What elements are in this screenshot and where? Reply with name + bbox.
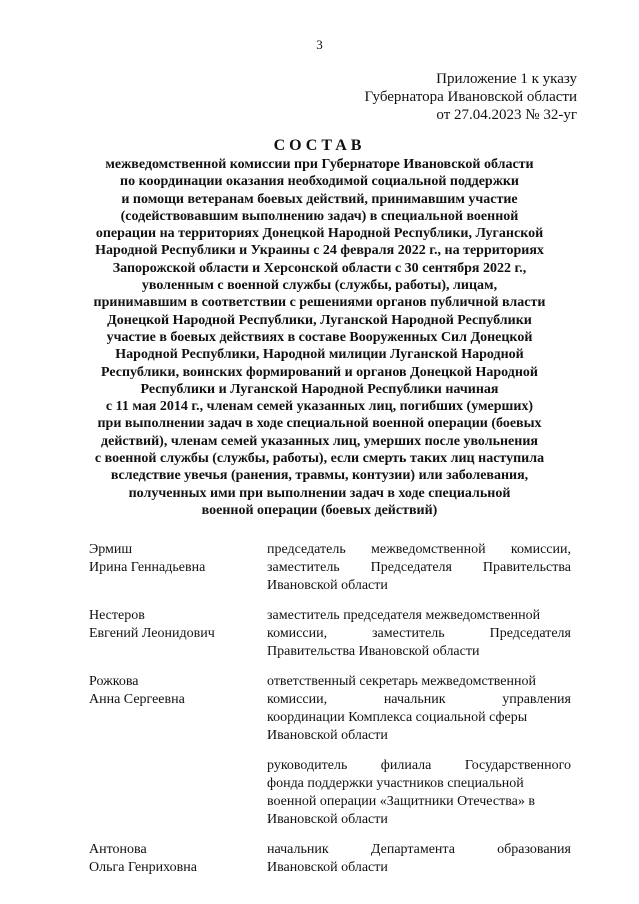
subtitle-line: Народной Республики, Народной милиции Луганской Народной	[115, 347, 524, 363]
subtitle-line: военной операции (боевых действий)	[201, 502, 438, 518]
member-entry	[89, 541, 575, 595]
role-line: координации Комплекса социальной сферы	[267, 710, 528, 725]
subtitle-line: с 11 мая 2014 г., членам семей указанных лиц, погибших (умерших)	[105, 399, 534, 415]
subtitle-line: участие в боевых действиях в составе Вооруженных Сил Донецкой	[106, 329, 533, 345]
role-word: Председателя	[489, 626, 571, 641]
subtitle-line: полученных ими при выполнении задач в ходе специальной	[128, 485, 511, 501]
member-surname: Антонова	[89, 842, 147, 857]
appendix-line: от 27.04.2023 № 32-уг	[436, 107, 577, 123]
role-line	[267, 559, 571, 577]
subtitle-line: и помощи ветеранам боевых действий, принимавшим участие	[121, 191, 518, 207]
role-line: Ивановской области	[267, 578, 388, 593]
role-word: начальник	[383, 692, 446, 707]
role-word: Председателя	[370, 560, 452, 575]
role-word: Государственного	[464, 758, 571, 773]
subtitle-line: межведомственной комиссии при Губернаторе Ивановской области	[105, 157, 534, 172]
member-name	[89, 607, 267, 661]
role-word: управления	[502, 692, 571, 707]
document-subtitle	[0, 156, 639, 519]
role-word: Департамента	[370, 842, 455, 857]
role-line	[267, 541, 571, 559]
role-word: заместитель	[371, 626, 445, 641]
role-word: комиссии,	[267, 626, 328, 641]
member-given-names: Ирина Геннадьевна	[89, 560, 206, 575]
member-given-names: Анна Сергеевна	[89, 692, 185, 707]
role-word: заместитель	[267, 560, 340, 575]
subtitle-line: при выполнении задач в ходе специальной военной операции (боевых	[97, 416, 542, 432]
subtitle-line: принимавшим в соответствии с решениями органов публичной власти	[93, 295, 546, 311]
member-name	[89, 541, 267, 595]
member-name	[89, 673, 267, 745]
appendix-line: Приложение 1 к указу	[436, 71, 577, 87]
subtitle-line: Народной Республики и Украины с 24 февраля 2022 г., на территориях	[95, 243, 544, 259]
subtitle-line: уволенным с военной службы (службы, работы), лицам,	[141, 278, 498, 294]
role-line	[267, 691, 571, 709]
member-role	[267, 757, 571, 829]
role-line: заместитель председателя межведомственной	[267, 608, 541, 623]
member-surname: Эрмиш	[89, 542, 133, 557]
subtitle-line: Республики и Луганской Народной Республики начиная	[140, 381, 499, 397]
member-name	[89, 757, 267, 829]
member-role	[267, 841, 571, 877]
subtitle-line: по координации оказания необходимой социальной поддержки	[120, 174, 519, 190]
appendix-line: Губернатора Ивановской области	[364, 89, 577, 105]
member-entry	[89, 757, 575, 829]
document-title: СОСТАВ	[273, 137, 366, 154]
member-role	[267, 673, 571, 745]
member-given-names: Евгений Леонидович	[89, 626, 215, 641]
members-list	[89, 541, 575, 889]
role-line: Ивановской области	[267, 728, 388, 743]
role-word: председатель	[267, 542, 346, 557]
subtitle-line: Республики, воинских формирований и органов Донецкой Народной	[101, 364, 538, 380]
role-word: филиала	[380, 758, 432, 773]
member-role	[267, 607, 571, 661]
role-line	[267, 757, 571, 775]
role-word: образования	[497, 842, 571, 857]
member-name	[89, 841, 267, 877]
role-word: начальник	[267, 842, 329, 857]
role-line	[267, 841, 571, 859]
member-entry	[89, 841, 575, 877]
role-word: комиссии,	[510, 542, 571, 557]
page-number: 3	[316, 37, 323, 52]
role-line: Ивановской области	[267, 812, 388, 827]
role-line: ответственный секретарь межведомственной	[267, 674, 536, 689]
role-word: руководитель	[267, 758, 348, 773]
role-line	[267, 625, 571, 643]
role-line: Ивановской области	[267, 860, 388, 875]
role-word: комиссии,	[267, 692, 328, 707]
role-line: фонда поддержки участников специальной	[267, 776, 524, 791]
subtitle-line: вследствие увечья (ранения, травмы, контузии) или заболевания,	[110, 468, 529, 484]
role-line: военной операции «Защитники Отечества» в	[267, 794, 535, 809]
subtitle-line: (содействовавшим выполнению задач) в специальной военной	[120, 208, 519, 224]
role-line: Правительства Ивановской области	[267, 644, 480, 659]
subtitle-line: операции на территориях Донецкой Народной Республики, Луганской	[95, 226, 544, 242]
member-given-names: Ольга Генриховна	[89, 860, 197, 875]
role-word: Правительства	[482, 560, 571, 575]
member-surname: Рожкова	[89, 674, 139, 689]
subtitle-line: Донецкой Народной Республики, Луганской Народной Республики	[107, 312, 532, 328]
subtitle-line: действий), членам семей указанных лиц, умерших после увольнения	[101, 433, 538, 449]
role-word: межведомственной	[371, 542, 486, 557]
subtitle-line: с военной службы (службы, работы), если смерть таких лиц наступила	[94, 451, 545, 467]
member-role	[267, 541, 571, 595]
member-surname: Нестеров	[89, 608, 145, 623]
member-entry	[89, 673, 575, 745]
subtitle-line: Запорожской области и Херсонской области с 30 сентября 2022 г.,	[112, 260, 527, 276]
appendix-header	[364, 70, 577, 124]
member-entry	[89, 607, 575, 661]
